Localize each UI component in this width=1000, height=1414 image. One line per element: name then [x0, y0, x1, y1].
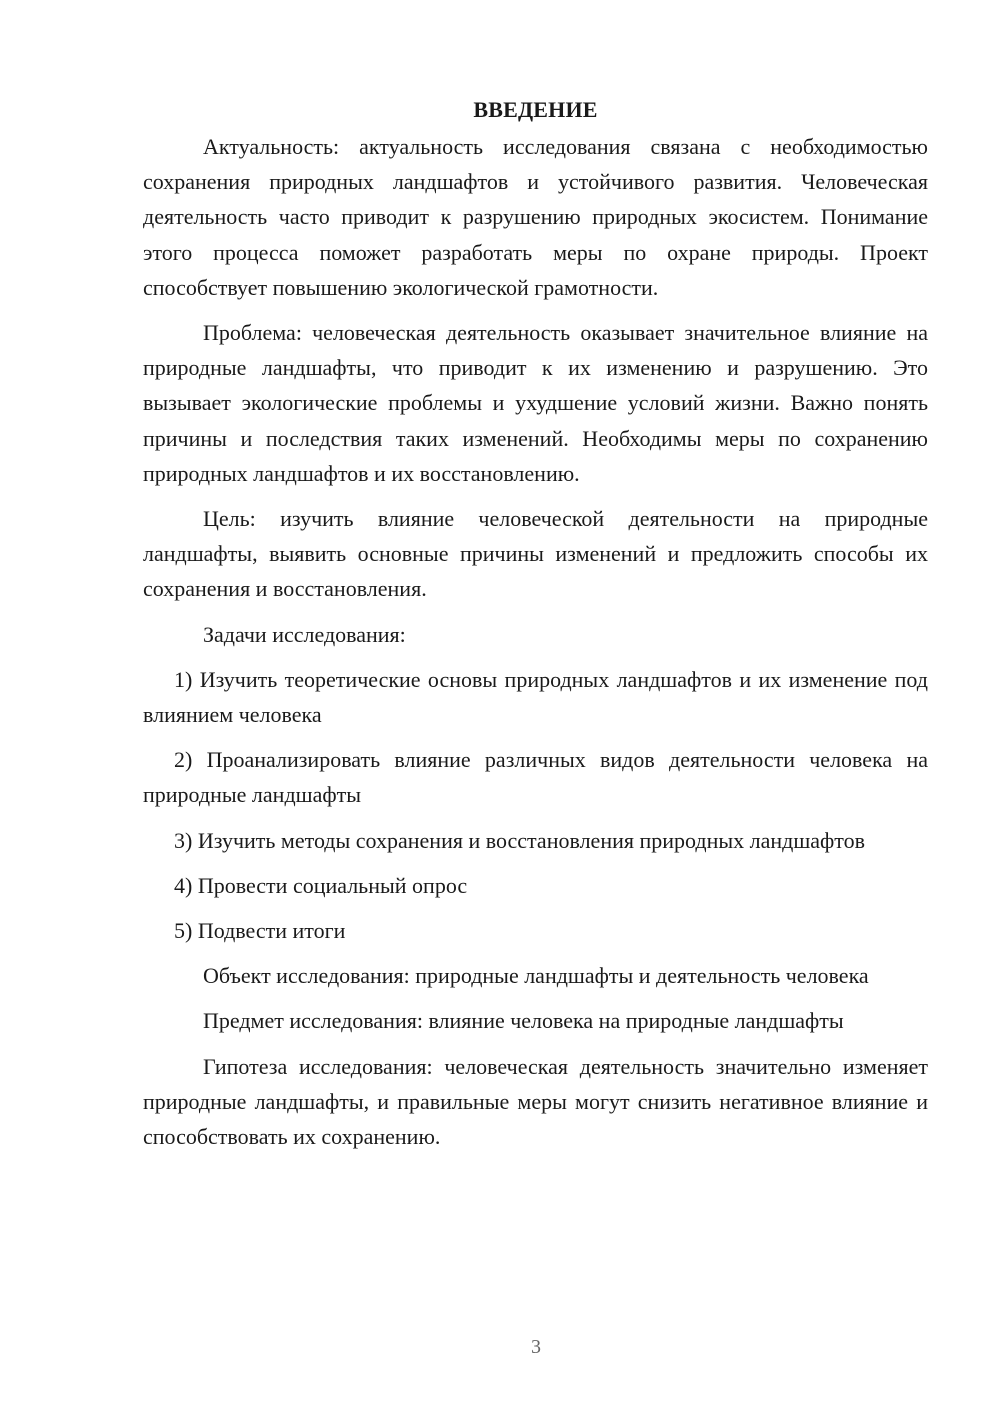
task-item: 2) Проанализировать влияние различных видов деятельности человека на природные ландшафты — [143, 747, 928, 808]
object-paragraph: Объект исследования: природные ландшафты и деятельность человека — [203, 963, 869, 989]
document-page — [143, 92, 928, 1164]
hypothesis-paragraph: Гипотеза исследования: человеческая деятельность значительно изменяет природные ландшафты, и правильные меры могут снизить негативное влияние и способствовать их сохранению. — [143, 1053, 928, 1150]
task-item: 1) Изучить теоретические основы природных ландшафтов и их изменение под влиянием человека — [143, 666, 928, 728]
task-item: 3) Изучить методы сохранения и восстановления природных ландшафтов — [174, 827, 866, 853]
page-number: 3 — [531, 1336, 541, 1358]
subject-paragraph: Предмет исследования: влияние человека на природные ландшафты — [203, 1008, 844, 1034]
problem-paragraph: Проблема: человеческая деятельность оказывает значительное влияние на природные ландшафты, что приводит к их изменению и разрушению. Это вызывает экологические проблемы и ухудшение условий жизни. Важно понять причины и последствия таких изменений. Необходимы меры по сохранению природных ландшафтов и их восстановлению. — [143, 320, 928, 486]
relevance-paragraph: Актуальность: актуальность исследования связана с необходимостью сохранения природных ландшафтов и устойчивого развития. Человеческая деятельность часто приводит к разрушению природных экосистем. Понимание этого процесса поможет разработать меры по охране природы. Проект способствует повышению экологической грамотности. — [143, 134, 928, 300]
task-item: 4) Провести социальный опрос — [174, 872, 468, 898]
task-item: 5) Подвести итоги — [174, 918, 346, 944]
tasks-heading: Задачи исследования: — [203, 621, 406, 647]
section-title: ВВЕДЕНИЕ — [473, 97, 598, 122]
goal-paragraph: Цель: изучить влияние человеческой деятельности на природные ландшафты, выявить основные причины изменений и предложить способы их сохранения и восстановления. — [143, 506, 928, 602]
